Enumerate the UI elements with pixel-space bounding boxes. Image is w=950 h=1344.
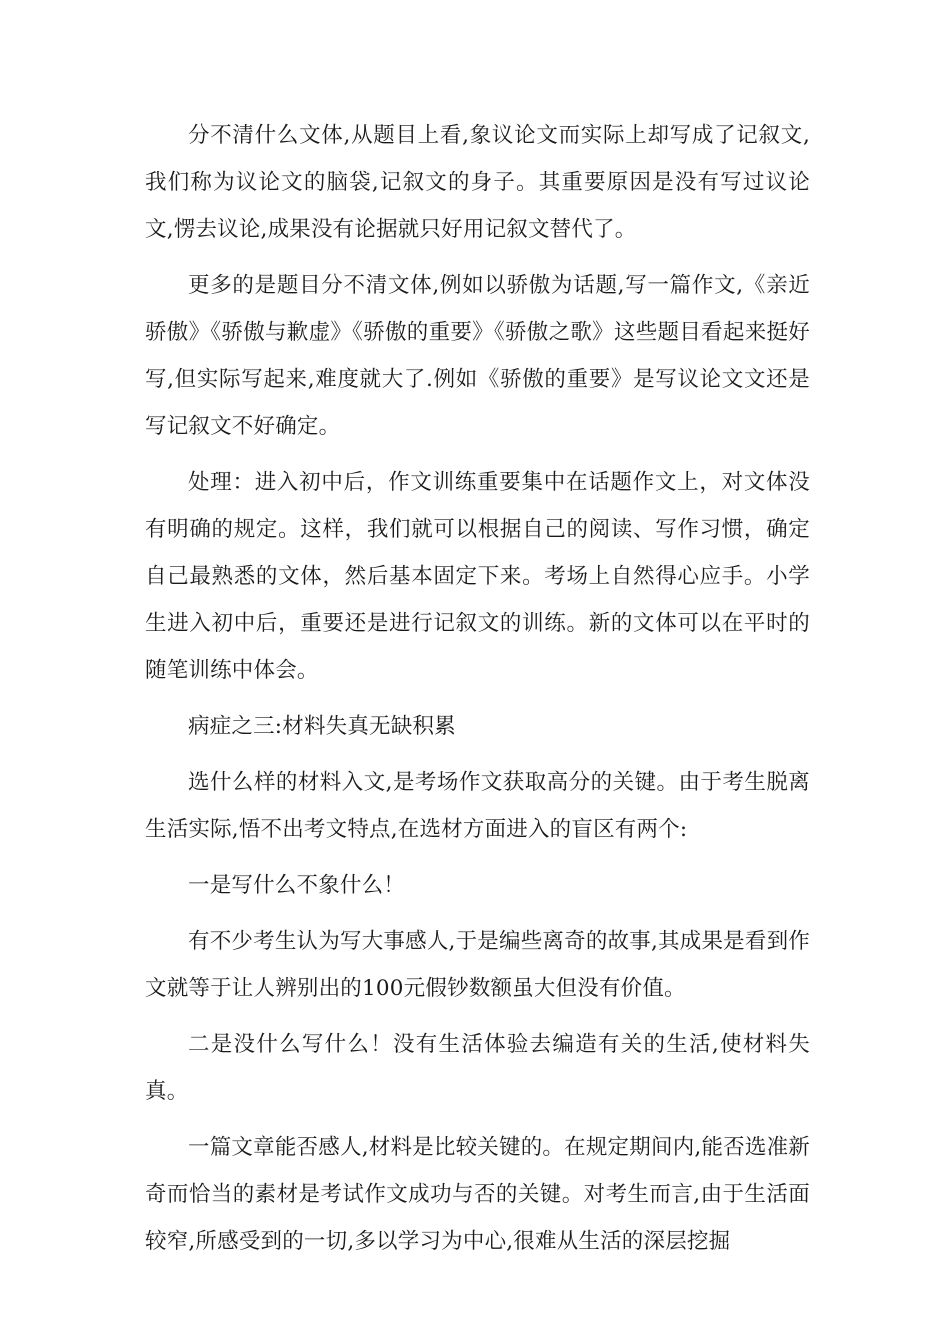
paragraph-3: 处理：进入初中后，作文训练重要集中在话题作文上，对文体没有明确的规定。这样，我们就可以根据自己的阅读、写作习惯，确定自己最熟悉的文体，然后基本固定下来。考场上自然得心应手。小学生进入初中后，重要还是进行记叙文的训练。新的文体可以在平时的随笔训练中体会。 bbox=[145, 470, 810, 683]
paragraph-6: 有不少考生认为写大事感人,于是编些离奇的故事,其成果是看到作文就等于让人辨别出的100元假钞数额虽大但没有价值。 bbox=[145, 929, 810, 1001]
document-body bbox=[145, 112, 810, 1265]
section-heading: 病症之三:材料失真无缺积累 bbox=[188, 714, 456, 739]
paragraph-4: 选什么样的材料入文,是考场作文获取高分的关键。由于考生脱离生活实际,悟不出考文特点,在选材方面进入的盲区有两个: bbox=[145, 770, 810, 842]
paragraph-7: 二是没什么写什么！没有生活体验去编造有关的生活,使材料失真。 bbox=[145, 1032, 810, 1104]
paragraph-5: 一是写什么不象什么！ bbox=[188, 873, 406, 898]
paragraph-2: 更多的是题目分不清文体,例如以骄傲为话题,写一篇作文,《亲近骄傲》《骄傲与歉虚》《骄傲的重要》《骄傲之歌》这些题目看起来挺好写,但实际写起来,难度就大了.例如《骄傲的重要》是写议论文文还是写记叙文不好确定。 bbox=[145, 273, 810, 439]
paragraph-1: 分不清什么文体,从题目上看,象议论文而实际上却写成了记叙文,我们称为议论文的脑袋,记叙文的身子。其重要原因是没有写过议论文,愣去议论,成果没有论据就只好用记叙文替代了。 bbox=[145, 123, 810, 242]
paragraph-8: 一篇文章能否感人,材料是比较关键的。在规定期间内,能否选准新奇而恰当的素材是考试作文成功与否的关键。对考生而言,由于生活面较窄,所感受到的一切,多以学习为中心,很难从生活的深层挖掘 bbox=[145, 1135, 810, 1254]
